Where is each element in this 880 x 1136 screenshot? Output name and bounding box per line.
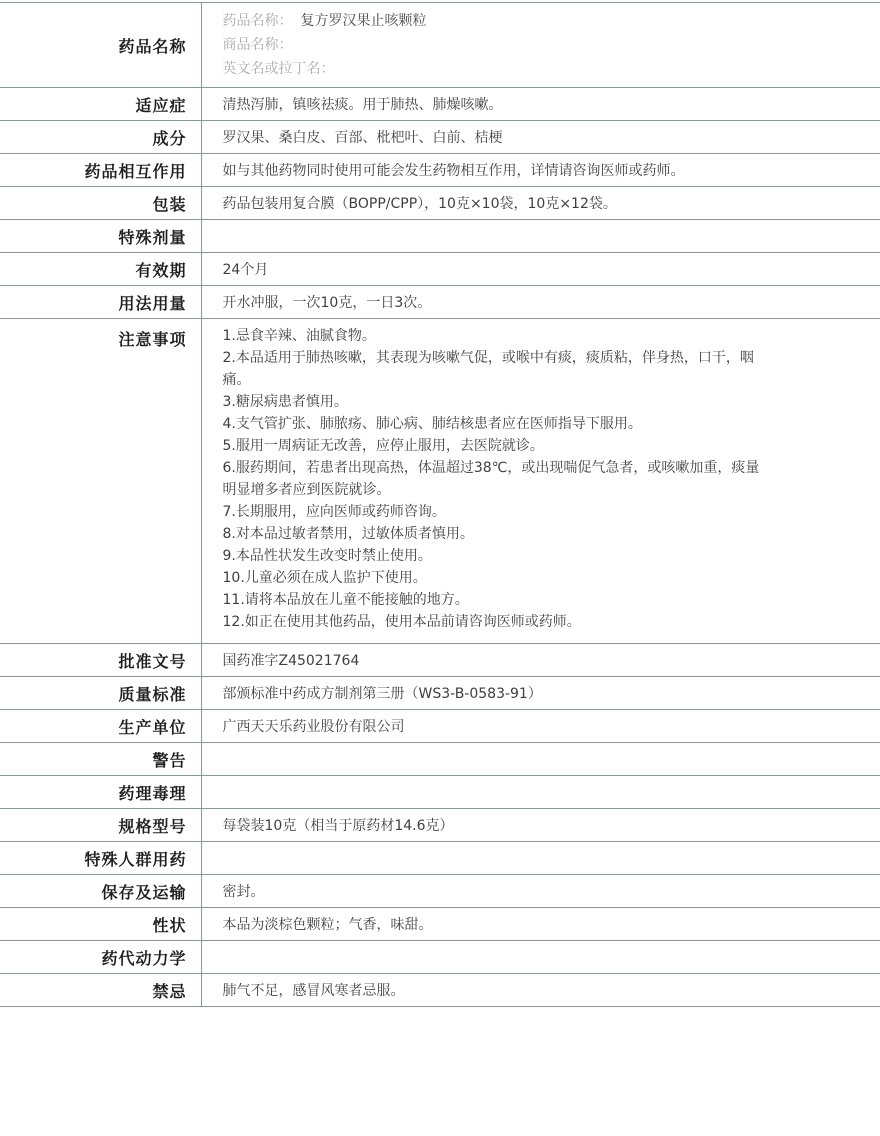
row-content: 广西天天乐药业股份有限公司	[201, 710, 880, 743]
precaution-item: 7.长期服用，应向医师或药师咨询。	[222, 504, 446, 520]
row-label: 特殊剂量	[0, 220, 201, 253]
row-label: 有效期	[0, 253, 201, 286]
row-content: 每袋装10克（相当于原药材14.6克）	[201, 809, 880, 842]
row-packaging	[0, 187, 880, 220]
row-ingredients	[0, 121, 880, 154]
row-pharmacology-toxicology	[0, 776, 880, 809]
row-label: 适应症	[0, 88, 201, 121]
drug-info-table	[0, 2, 880, 1007]
row-content	[201, 842, 880, 875]
row-content	[201, 941, 880, 974]
precaution-item: 1.忌食辛辣、油腻食物。	[222, 328, 376, 344]
precaution-item: 10.儿童必须在成人监护下使用。	[222, 570, 427, 586]
row-label: 批准文号	[0, 644, 201, 677]
page-bottom-whitespace	[0, 1007, 880, 1136]
precaution-item: 12.如正在使用其他药品，使用本品前请咨询医师或药师。	[222, 614, 581, 630]
row-warning	[0, 743, 880, 776]
precautions-content	[201, 319, 880, 644]
row-content: 本品为淡棕色颗粒；气香，味甜。	[201, 908, 880, 941]
row-label: 性状	[0, 908, 201, 941]
row-special-dosage	[0, 220, 880, 253]
drug-name-field-label: 药品名称：	[222, 13, 293, 29]
drug-name-line	[223, 9, 871, 33]
drug-name-row-label: 药品名称	[0, 3, 201, 88]
row-contraindications	[0, 974, 880, 1007]
row-content	[201, 220, 880, 253]
row-label: 注意事项	[0, 319, 201, 644]
row-pharmacokinetics	[0, 941, 880, 974]
precaution-item: 6.服药期间，若患者出现高热，体温超过38℃，或出现喘促气急者，或咳嗽加重，痰量明显增多者应到医院就诊。	[222, 460, 760, 498]
row-label: 药理毒理	[0, 776, 201, 809]
row-precautions	[0, 319, 880, 644]
row-quality-standard	[0, 677, 880, 710]
row-content: 罗汉果、桑白皮、百部、枇杷叶、白前、桔梗	[201, 121, 880, 154]
row-manufacturer	[0, 710, 880, 743]
row-shelf-life	[0, 253, 880, 286]
row-approval-number	[0, 644, 880, 677]
row-content: 密封。	[201, 875, 880, 908]
row-label: 药品相互作用	[0, 154, 201, 187]
row-label: 警告	[0, 743, 201, 776]
row-appearance	[0, 908, 880, 941]
row-drug-name	[0, 3, 880, 88]
row-label: 药代动力学	[0, 941, 201, 974]
row-label: 禁忌	[0, 974, 201, 1007]
row-label: 成分	[0, 121, 201, 154]
row-content: 清热泻肺，镇咳祛痰。用于肺热、肺燥咳嗽。	[201, 88, 880, 121]
row-dosage-administration	[0, 286, 880, 319]
row-specification	[0, 809, 880, 842]
row-content: 国药准字Z45021764	[201, 644, 880, 677]
row-label: 规格型号	[0, 809, 201, 842]
precaution-item: 4.支气管扩张、肺脓疡、肺心病、肺结核患者应在医师指导下服用。	[222, 416, 642, 432]
row-drug-interactions	[0, 154, 880, 187]
row-content	[201, 743, 880, 776]
row-label: 用法用量	[0, 286, 201, 319]
precaution-item: 5.服用一周病证无改善，应停止服用，去医院就诊。	[222, 438, 544, 454]
row-content	[201, 776, 880, 809]
row-content: 部颁标准中药成方制剂第三册（WS3-B-0583-91）	[201, 677, 880, 710]
drug-name-content	[201, 3, 880, 88]
row-content: 24个月	[201, 253, 880, 286]
row-label: 保存及运输	[0, 875, 201, 908]
row-label: 质量标准	[0, 677, 201, 710]
row-storage-transport	[0, 875, 880, 908]
row-label: 生产单位	[0, 710, 201, 743]
precaution-item: 8.对本品过敏者禁用，过敏体质者慎用。	[222, 526, 474, 542]
row-indications	[0, 88, 880, 121]
row-content: 开水冲服，一次10克，一日3次。	[201, 286, 880, 319]
row-label: 包装	[0, 187, 201, 220]
precaution-item: 3.糖尿病患者慎用。	[222, 394, 348, 410]
precaution-item: 9.本品性状发生改变时禁止使用。	[222, 548, 432, 564]
row-content: 肺气不足，感冒风寒者忌服。	[201, 974, 880, 1007]
row-special-populations	[0, 842, 880, 875]
precaution-item: 11.请将本品放在儿童不能接触的地方。	[222, 592, 469, 608]
drug-name-value: 复方罗汉果止咳颗粒	[300, 13, 427, 29]
precaution-item: 2.本品适用于肺热咳嗽，其表现为咳嗽气促，或喉中有痰，痰质粘，伴身热，口干，咽痛。	[222, 350, 754, 388]
trade-name-field-label: 商品名称：	[222, 37, 293, 53]
english-name-field-label: 英文名或拉丁名：	[222, 61, 335, 77]
row-content: 药品包装用复合膜（BOPP/CPP），10克×10袋，10克×12袋。	[201, 187, 880, 220]
row-content: 如与其他药物同时使用可能会发生药物相互作用，详情请咨询医师或药师。	[201, 154, 880, 187]
row-label: 特殊人群用药	[0, 842, 201, 875]
